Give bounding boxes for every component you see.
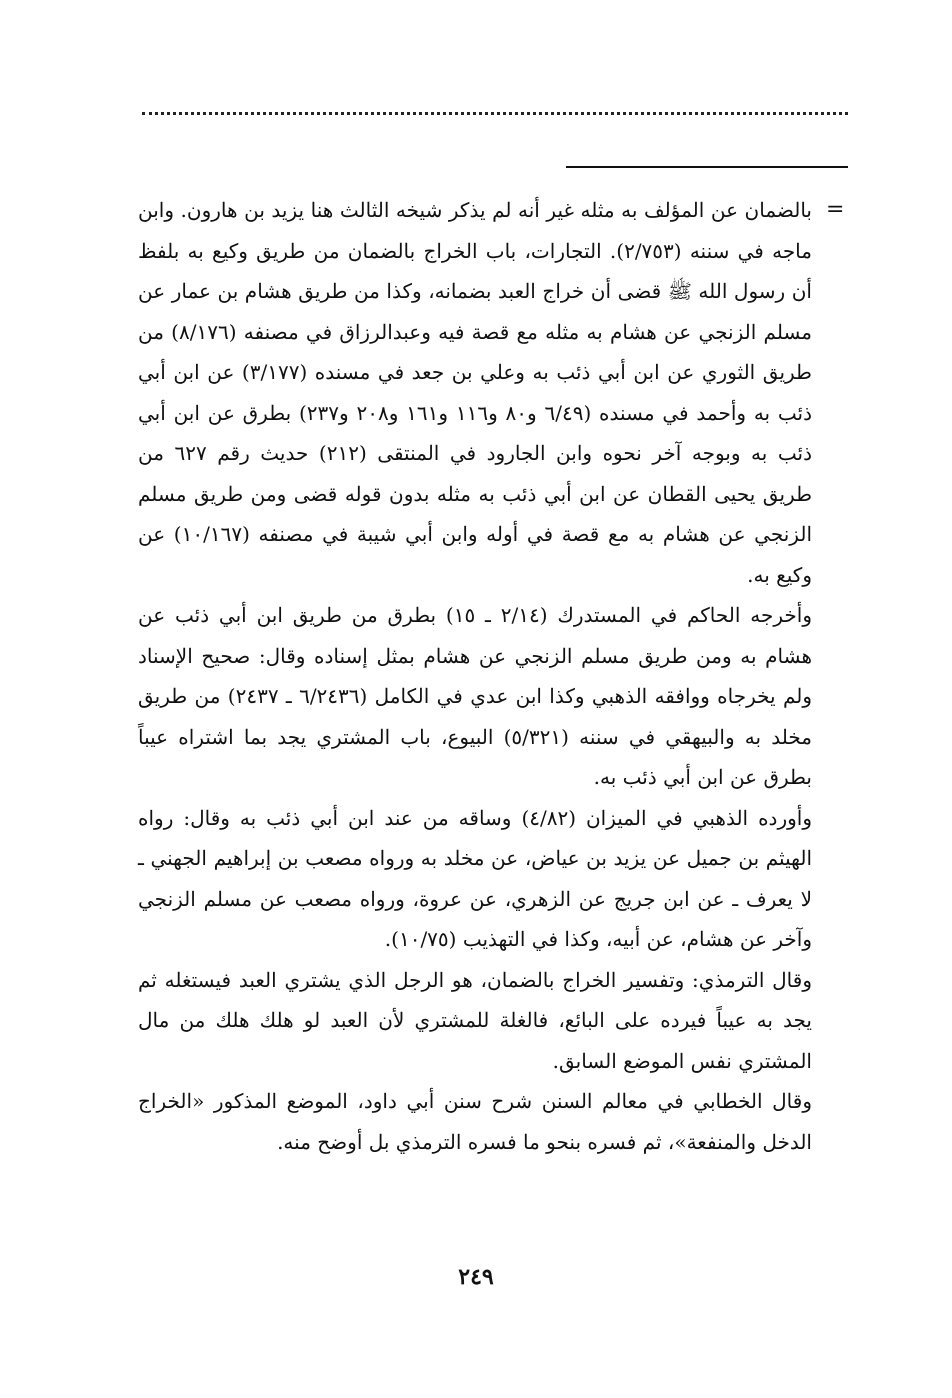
page-number: ٢٤٩ xyxy=(458,1264,494,1290)
footnote-paragraph: وقال الخطابي في معالم السنن شرح سنن أبي داود، الموضع المذكور «الخراج الدخل والمنفعة»، ثم فسره بنحو ما فسره الترمذي بل أوضح منه. xyxy=(138,1089,812,1154)
footnote-paragraph: وقال الترمذي: وتفسير الخراج بالضمان، هو الرجل الذي يشتري العبد فيستغله ثم يجد به عيباً فيرده على البائع، فالغلة للمشتري لأن العبد لو هلك هلك من مال المشتري نفس الموضع السابق. xyxy=(138,967,812,1073)
footnote-separator-line xyxy=(566,166,848,168)
dotted-separator xyxy=(142,112,848,115)
footnote-text xyxy=(138,190,812,1162)
footnote-continuation-mark: = xyxy=(826,197,845,222)
footnote-paragraph: بالضمان عن المؤلف به مثله غير أنه لم يذكر شيخه الثالث هنا يزيد بن هارون. وابن ماجه في سننه (٢/٧٥٣). التجارات، باب الخراج بالضمان من طريق وكيع به بلفظ أن رسول الله ﷺ قضى أن خراج العبد بضمانه، وكذا من طريق هشام بن عمار عن مسلم الزنجي عن هشام به مثله مع قصة فيه وعبدالرزاق في مصنفه (٨/١٧٦) من طريق الثوري عن ابن أبي ذئب به وعلي بن جعد في مسنده (٣/١٧٧) عن ابن أبي ذئب به وأحمد في مسنده (٦/٤٩ و٨٠ و١١٦ و١٦١ و٢٠٨ و٢٣٧) بطرق عن ابن أبي ذئب به وبوجه آخر نحوه وابن الجارود في المنتقى (٢١٢) حديث رقم ٦٢٧ من طريق يحيى القطان عن ابن أبي ذئب به مثله بدون قوله قضى ومن طريق مسلم الزنجي عن هشام به مع قصة في أوله وابن أبي شيبة في مصنفه (١٠/١٦٧) عن وكيع به. xyxy=(138,198,813,587)
footnote-paragraph: وأخرجه الحاكم في المستدرك (٢/١٤ ـ ١٥) بطرق من طريق ابن أبي ذئب عن هشام به ومن طريق مسلم الزنجي عن هشام بمثل إسناده وقال: صحيح الإسناد ولم يخرجاه ووافقه الذهبي وكذا ابن عدي في الكامل (٦/٢٤٣٦ ـ ٢٤٣٧) من طريق مخلد به والبيهقي في سننه (٥/٣٢١) البيوع، باب المشتري يجد بما اشتراه عيباً بطرق عن ابن أبي ذئب به. xyxy=(138,603,812,789)
footnote-paragraph: وأورده الذهبي في الميزان (٤/٨٢) وساقه من عند ابن أبي ذئب به وقال: رواه الهيثم بن جميل عن يزيد بن عياض، عن مخلد به ورواه مصعب بن إبراهيم الجهني ـ لا يعرف ـ عن ابن جريج عن الزهري، عن عروة، ورواه مصعب عن مسلم الزنجي وآخر عن هشام، عن أبيه، وكذا في التهذيب (١٠/٧٥). xyxy=(138,805,812,951)
